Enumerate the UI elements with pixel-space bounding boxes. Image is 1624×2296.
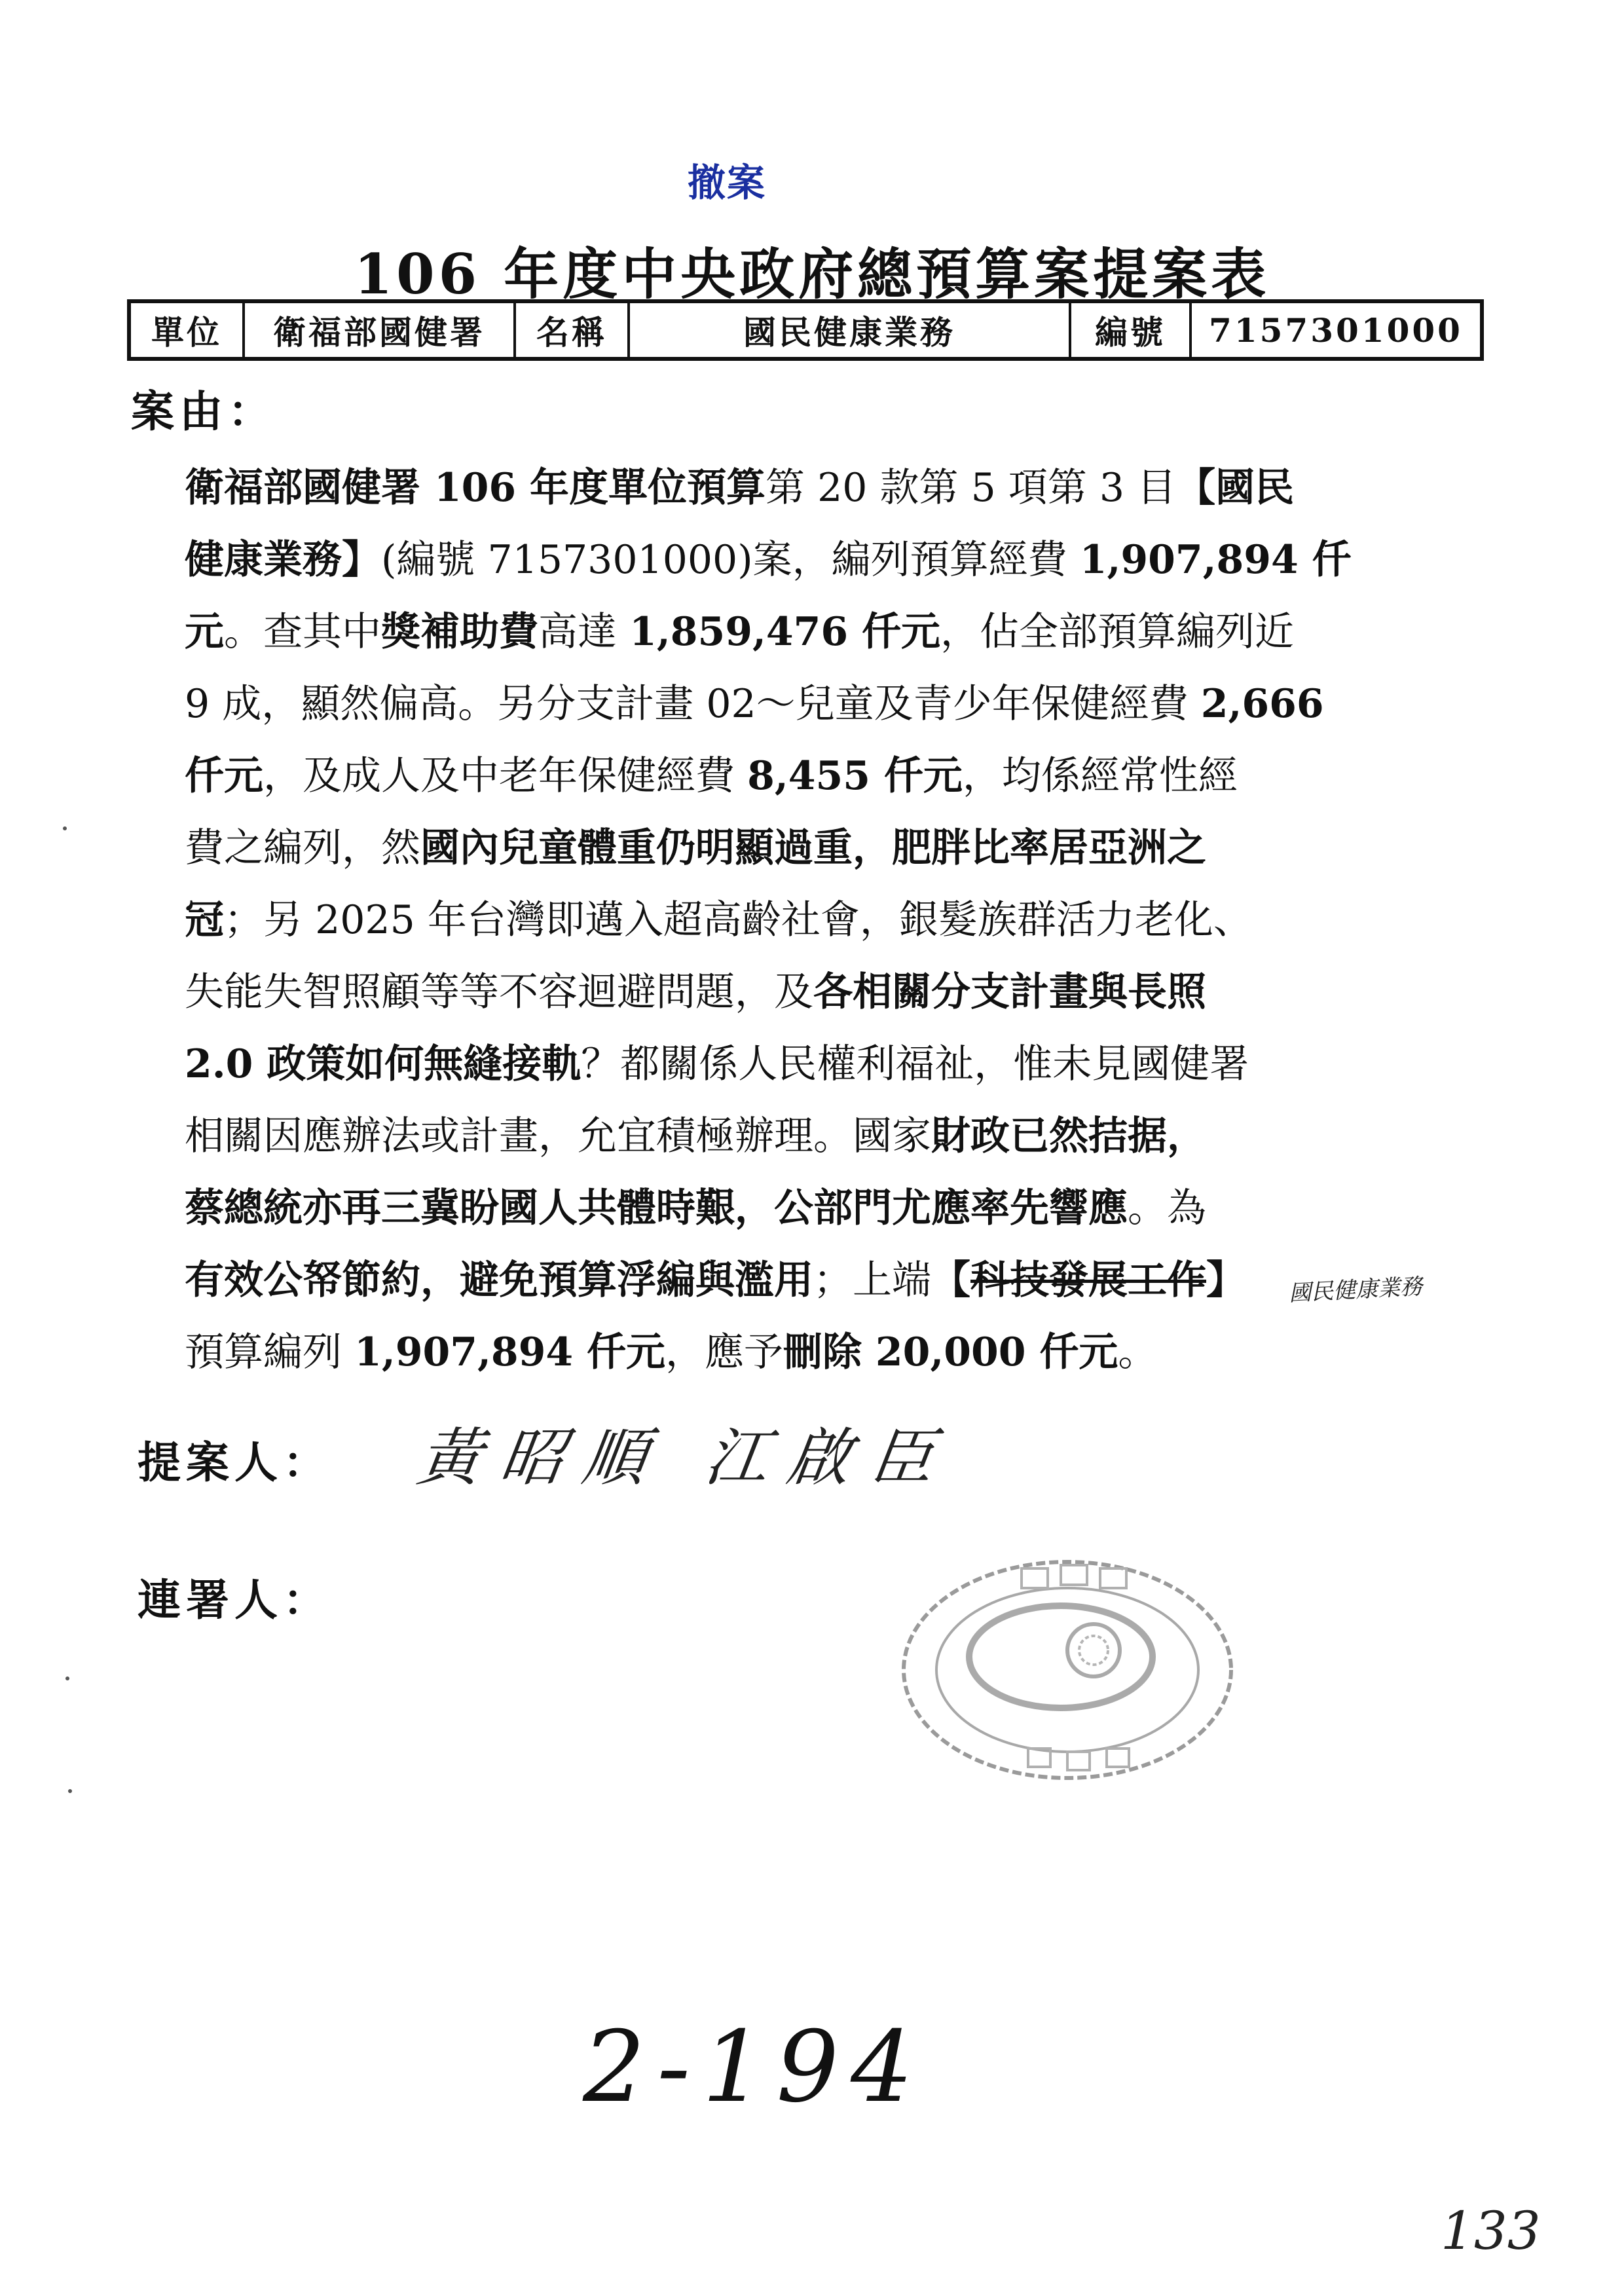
page-title: 106 年度中央政府總預算案提案表	[354, 242, 1270, 306]
body-segment: 。查其中	[224, 609, 381, 655]
body-segment: 2.0 政策如何無縫接軌	[185, 1041, 581, 1087]
body-line	[185, 884, 1488, 956]
body-line	[185, 668, 1488, 740]
body-line	[185, 596, 1488, 668]
body-segment: ；上端	[813, 1257, 931, 1303]
struck-text: 科技發展工作	[970, 1257, 1206, 1303]
body-segment: 獎補助費	[381, 609, 538, 655]
withdrawn-note: 撤案	[688, 160, 767, 205]
body-line	[185, 1316, 1488, 1388]
name-label: 名稱	[515, 301, 629, 359]
proposal-body	[185, 452, 1488, 1388]
scan-speck	[65, 1676, 69, 1680]
body-segment: 第 20 款第 5 項第 3 目	[766, 465, 1177, 511]
body-line	[185, 956, 1488, 1028]
body-segment: ；另 2025 年台灣即邁入超高齡社會，銀髮族群活力老化、	[224, 897, 1253, 943]
body-segment: 國內兒童體重仍明顯過重，肥胖比率居亞洲之	[420, 825, 1206, 871]
code-value: 7157301000	[1190, 301, 1482, 359]
proposer-label: 提案人：	[138, 1437, 331, 1488]
body-segment: 【	[931, 1257, 970, 1303]
body-segment: ？都關係人民權利福祉，惟未見國健署	[581, 1041, 1249, 1087]
body-segment: 8,455 仟元	[747, 753, 963, 799]
body-segment: 。為	[1128, 1185, 1206, 1231]
body-segment: 】	[1206, 1257, 1246, 1303]
body-segment: 有效公帑節約，避免預算浮編與濫用	[185, 1257, 813, 1303]
body-segment: 費之編列，然	[185, 825, 420, 871]
body-segment: ，及成人及中老年保健經費	[263, 753, 748, 799]
body-line	[185, 452, 1488, 524]
body-segment: ，應予	[665, 1329, 783, 1375]
body-segment: 刪除 20,000 仟元	[783, 1329, 1118, 1375]
body-segment: 相關因應辦法或計畫，允宜積極辦理。國家	[185, 1113, 931, 1159]
body-line	[185, 812, 1488, 884]
body-segment: 9 成，顯然偏高。另分支計畫 02～兒童及青少年保健經費	[185, 681, 1201, 727]
body-segment: 。	[1118, 1329, 1158, 1375]
body-segment: ，佔全部預算編列近	[940, 609, 1294, 655]
body-segment: 失能失智照顧等等不容迴避問題，及	[185, 969, 813, 1015]
body-segment: 預算編列	[185, 1329, 355, 1375]
proposal-header-table	[127, 299, 1484, 361]
handwritten-annotation: 國民健康業務	[1288, 1273, 1424, 1307]
cosigner-label: 連署人：	[138, 1575, 331, 1625]
body-segment: 1,907,894 仟元	[354, 1329, 665, 1375]
unit-label: 單位	[129, 301, 244, 359]
body-segment: 1,859,476 仟元	[629, 609, 940, 655]
proposer-signature: 黃昭順 江啟臣	[413, 1421, 959, 1494]
body-segment: 【國民	[1176, 465, 1295, 511]
body-line	[185, 524, 1488, 596]
body-segment: ，均係經常性經	[962, 753, 1238, 799]
body-line	[185, 1172, 1488, 1244]
official-seal-icon	[897, 1552, 1238, 1788]
body-segment: 各相關分支計畫與長照	[813, 969, 1206, 1015]
body-line	[185, 1100, 1488, 1172]
scan-speck	[68, 1789, 72, 1793]
body-segment: 健康業務】	[185, 537, 381, 583]
body-segment: (編號 7157301000)案，編列預算經費	[381, 537, 1080, 583]
body-segment: 1,907,894 仟	[1079, 537, 1352, 583]
body-line	[185, 1028, 1488, 1100]
body-segment: 衛福部國健署 106 年度單位預算	[185, 465, 766, 511]
body-segment: 元	[185, 609, 224, 655]
page-code: 2-194	[583, 2010, 925, 2124]
code-label: 編號	[1070, 301, 1190, 359]
name-value: 國民健康業務	[629, 301, 1070, 359]
page-number: 133	[1441, 2200, 1541, 2261]
body-segment: 仟元	[185, 753, 263, 799]
body-segment: 財政已然拮据，	[931, 1113, 1206, 1159]
body-segment: 冠	[185, 897, 224, 943]
body-line	[185, 740, 1488, 812]
unit-value: 衛福部國健署	[244, 301, 515, 359]
reason-label: 案由：	[131, 386, 276, 437]
body-segment: 蔡總統亦再三冀盼國人共體時艱，公部門尤應率先響應	[185, 1185, 1128, 1231]
body-segment: 高達	[538, 609, 630, 655]
body-segment: 2,666	[1200, 681, 1324, 727]
scan-speck	[63, 826, 67, 830]
